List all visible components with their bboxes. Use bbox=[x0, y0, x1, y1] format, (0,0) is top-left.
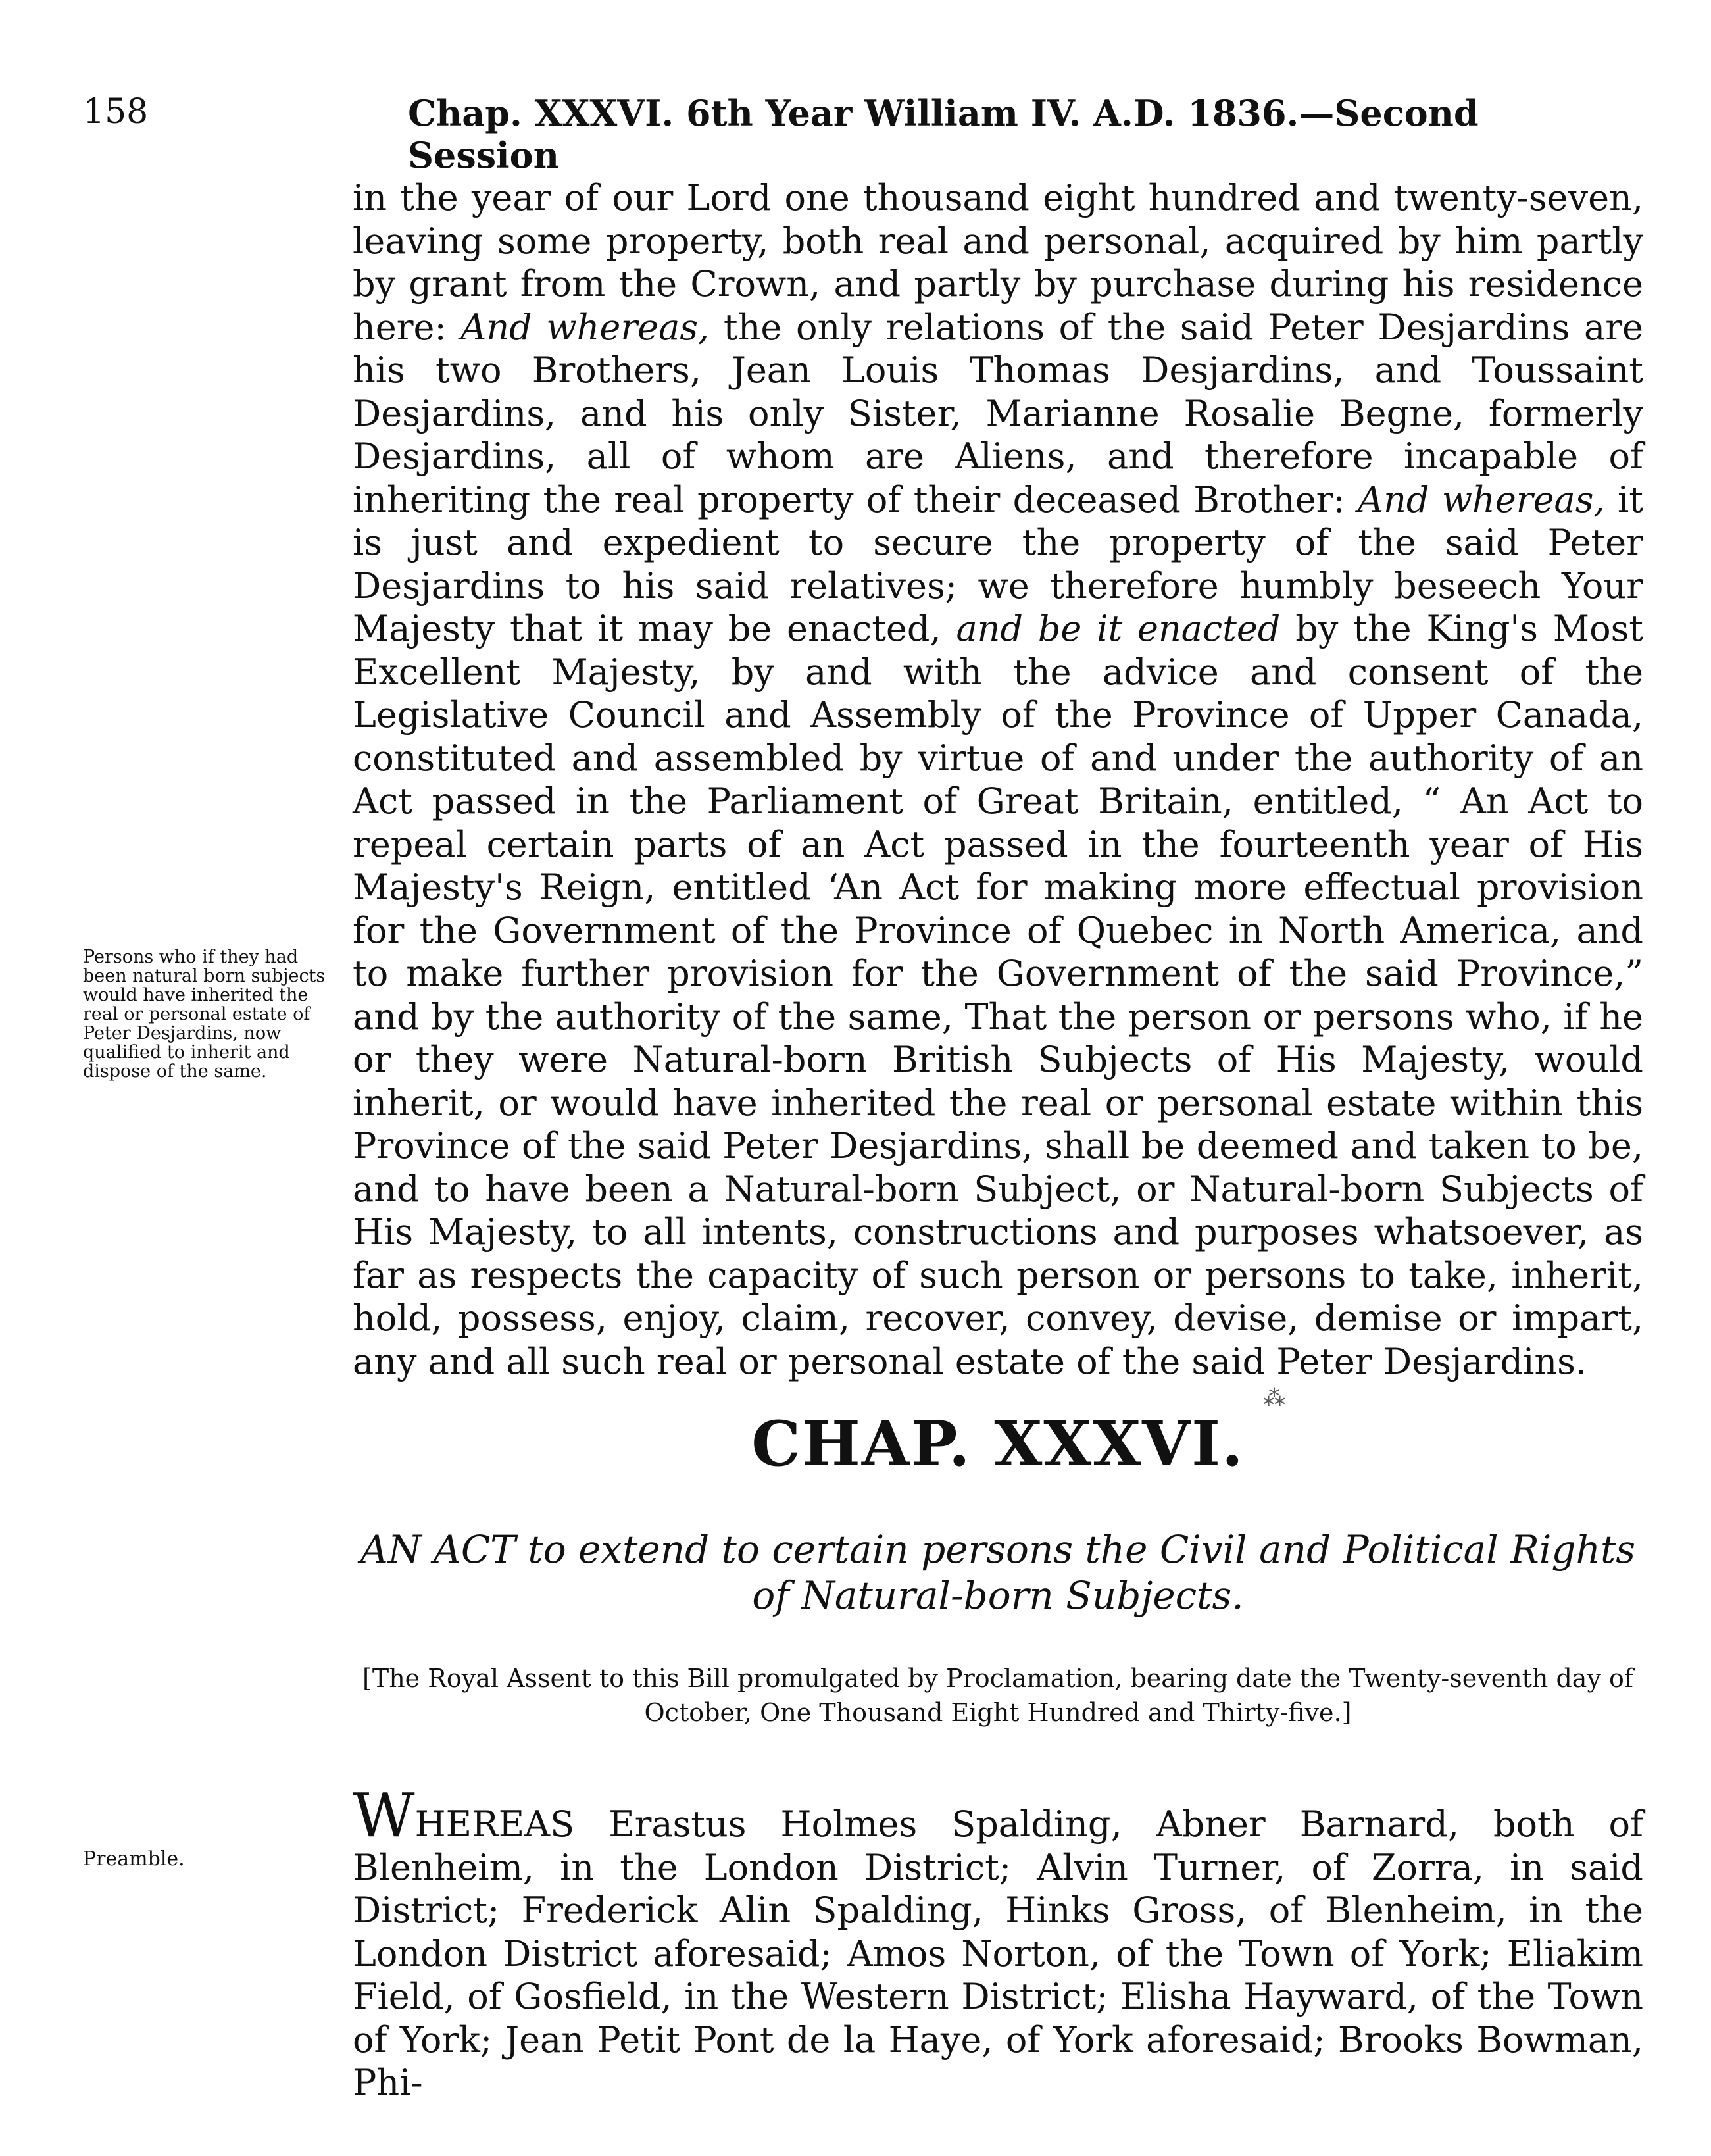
paragraph-text bbox=[353, 176, 1643, 1383]
lead-word: HEREAS bbox=[414, 1803, 575, 1845]
italic-phrase: And whereas, bbox=[460, 306, 710, 348]
preamble-paragraph bbox=[353, 1780, 1643, 2105]
chapter-heading: CHAP. XXXVI. bbox=[751, 1408, 1245, 1480]
italic-phrase: and be it enacted bbox=[956, 608, 1281, 649]
drop-cap: W bbox=[353, 1780, 415, 1851]
margin-note-preamble: Preamble. bbox=[83, 1847, 185, 1870]
text-segment: it is just and expedient to secure the property of the said Peter Desjardins to his said relatives; we therefore humbly beseech Your Majesty that it may be enacted, bbox=[353, 478, 1644, 649]
paragraph-text bbox=[353, 1780, 1643, 2105]
italic-phrase: And whereas, bbox=[1358, 478, 1605, 520]
text-segment: Erastus Holmes Spalding, Abner Barnard, both of Blenheim, in the London District; Alvin Turner, of Zorra, in said District; Frederick Alin Spalding, Hinks Gross, of Blenheim, in the London District aforesaid; Amos Norton, of the Town of York; Eliakim Field, of Gosfield, in the Western District; Elisha Hayward, of the Town of York; Jean Petit Pont de la Haye, of York aforesaid; Brooks Bowman, Phi- bbox=[353, 1803, 1643, 2103]
act-title: AN ACT to extend to certain persons the Civil and Political Rights of Natural-born Subjects. bbox=[360, 1527, 1636, 1618]
text-segment: the only relations of the said Peter Desjardins are his two Brothers, Jean Louis Thomas Desjardins, and Toussaint Desjardins, and his only Sister, Marianne Rosalie Begne, formerly Desjardins, all of whom are Aliens, and therefore incapable of inheriting the real property of their deceased Brother: bbox=[353, 306, 1643, 520]
running-head: Chap. XXXVI. 6th Year William IV. A.D. 1836.—Second Session bbox=[408, 92, 1479, 176]
margin-note-persons: Persons who if they had been natural born subjects would have inherited the real or personal estate of Peter Desjardins, now qualified to inherit and dispose of the same. bbox=[83, 947, 326, 1082]
text-segment: in the year of our Lord one thousand eight hundred and twenty-seven, leaving some property, both real and personal, acquired by him partly by grant from the Crown, and partly by purchase during his residence here: bbox=[353, 177, 1643, 348]
royal-assent-note: [The Royal Assent to this Bill promulgated by Proclamation, bearing date the Twenty-seventh day of October, One Thousand Eight Hundred and Thirty-five.] bbox=[362, 1664, 1633, 1727]
body-paragraph-continued bbox=[353, 176, 1643, 1383]
ink-mark: ⁂ bbox=[1263, 1385, 1285, 1411]
text-segment: by the King's Most Excellent Majesty, by and with the advice and consent of the Legislative Council and Assembly of the Province of Upper Canada, constituted and assembled by virtue of and under the authority of an Act passed in the Parliament of Great Britain, entitled, “ An Act to repeal certain parts of an Act passed in the fourteenth year of His Majesty's Reign, entitled ‘An Act for making more effectual provision for the Government of the Province of Quebec in North America, and to make further provision for the Government of the said Province,” and by the authority of the same, That the person or persons who, if he or they were Natural-born British Subjects of His Majesty, would inherit, or would have inherited the real or personal estate within this Province of the said Peter Desjardins, shall be deemed and taken to be, and to have been a Natural-born Subject, or Natural-born Subjects of His Majesty, to all intents, constructions and purposes whatsoever, as far as respects the capacity of such person or persons to take, inherit, hold, possess, enjoy, claim, recover, convey, devise, demise or impart, any and all such real or personal estate of the said Peter Desjardins. bbox=[353, 608, 1644, 1382]
page-number: 158 bbox=[83, 92, 149, 132]
